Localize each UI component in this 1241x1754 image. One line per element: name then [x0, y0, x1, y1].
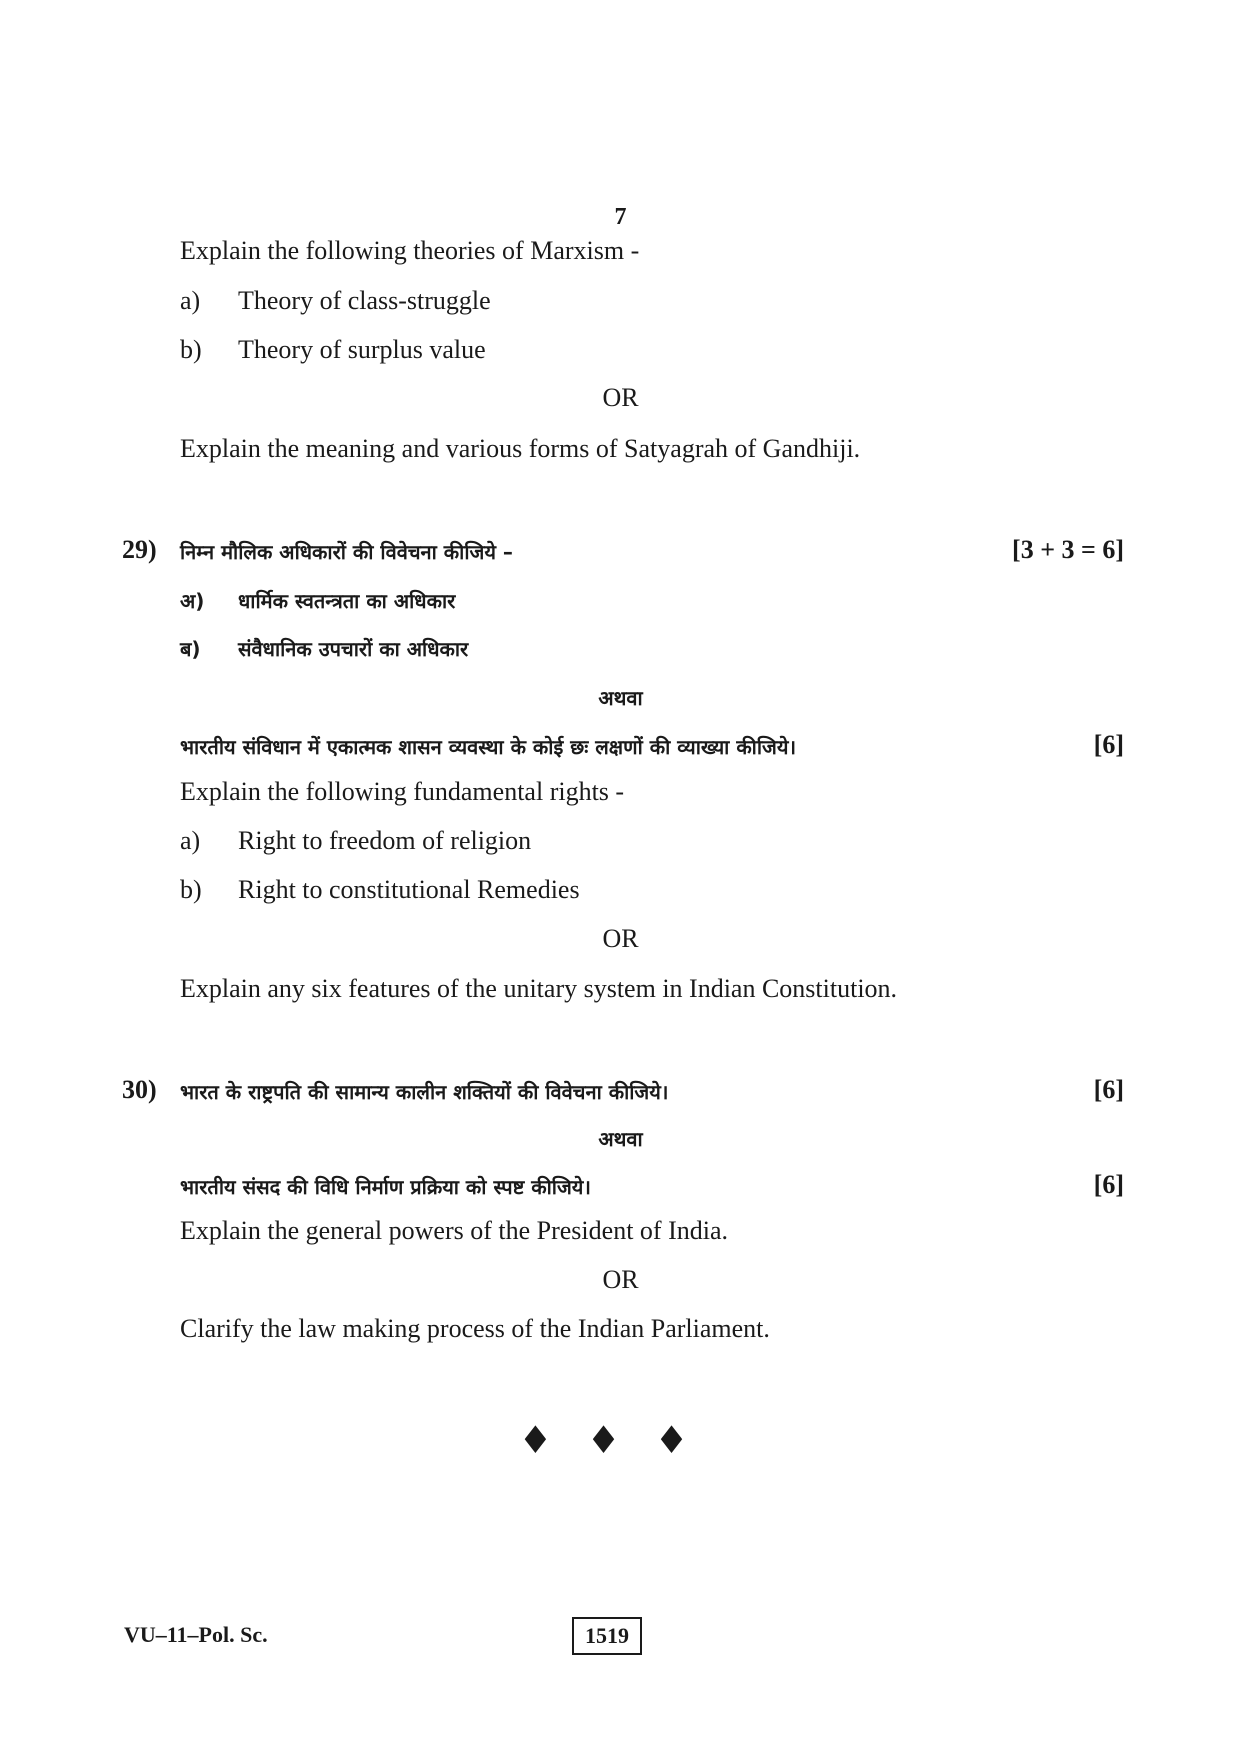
q30-marks: [6]	[1093, 1075, 1124, 1104]
q29-english-alternative: Explain any six features of the unitary system in Indian Constitution.	[180, 974, 898, 1003]
q30-hindi-prompt: भारत के राष्ट्रपति की सामान्य कालीन शक्तियों की विवेचना कीजिये।	[180, 1080, 669, 1104]
q29-hindi-item-b-label: ब)	[180, 637, 201, 661]
q29-hindi-alternative: भारतीय संविधान में एकात्मक शासन व्यवस्था के कोई छः लक्षणों की व्याख्या कीजिये।	[180, 735, 797, 759]
q28-item-a-text: Theory of class-struggle	[238, 286, 491, 315]
q28-item-b-text: Theory of surplus value	[238, 335, 486, 364]
q29-number: 29)	[122, 535, 157, 564]
q28-english-prompt: Explain the following theories of Marxism -	[180, 236, 640, 265]
q30-number: 30)	[122, 1075, 157, 1104]
q30-english-alternative: Clarify the law making process of the Indian Parliament.	[180, 1314, 770, 1343]
footer-box-number: 1519	[572, 1617, 642, 1655]
q28-alternative: Explain the meaning and various forms of Satyagrah of Gandhiji.	[180, 434, 861, 463]
q28-item-b-label: b)	[180, 335, 202, 364]
q29-english-or: OR	[602, 924, 639, 953]
q29-english-item-b-text: Right to constitutional Remedies	[238, 875, 580, 904]
q28-or: OR	[602, 383, 639, 412]
footer-paper-code: VU–11–Pol. Sc.	[124, 1622, 268, 1647]
q30-english-prompt: Explain the general powers of the President of India.	[180, 1216, 728, 1245]
q30-alternative-marks: [6]	[1093, 1170, 1124, 1199]
q29-hindi-item-a-text: धार्मिक स्वतन्त्रता का अधिकार	[238, 589, 456, 613]
q29-english-item-a-label: a)	[180, 826, 201, 855]
q30-hindi-or: अथवा	[598, 1127, 643, 1151]
q29-english-item-b-label: b)	[180, 875, 202, 904]
q29-hindi-or: अथवा	[598, 686, 643, 710]
q29-english-prompt: Explain the following fundamental rights -	[180, 777, 625, 806]
q30-english-or: OR	[602, 1265, 639, 1294]
q29-alternative-marks: [6]	[1093, 730, 1124, 759]
q29-english-item-a-text: Right to freedom of religion	[238, 826, 532, 855]
q29-hindi-prompt: निम्न मौलिक अधिकारों की विवेचना कीजिये –	[180, 540, 513, 564]
q30-hindi-alternative: भारतीय संसद की विधि निर्माण प्रक्रिया को स्पष्ट कीजिये।	[180, 1175, 591, 1199]
end-of-paper-diamonds: ♦♦♦	[518, 1418, 723, 1462]
q29-hindi-item-b-text: संवैधानिक उपचारों का अधिकार	[238, 637, 469, 661]
q28-item-a-label: a)	[180, 286, 201, 315]
q29-marks: [3 + 3 = 6]	[1012, 535, 1124, 564]
q29-hindi-item-a-label: अ)	[180, 589, 205, 613]
page-number: 7	[614, 204, 627, 230]
